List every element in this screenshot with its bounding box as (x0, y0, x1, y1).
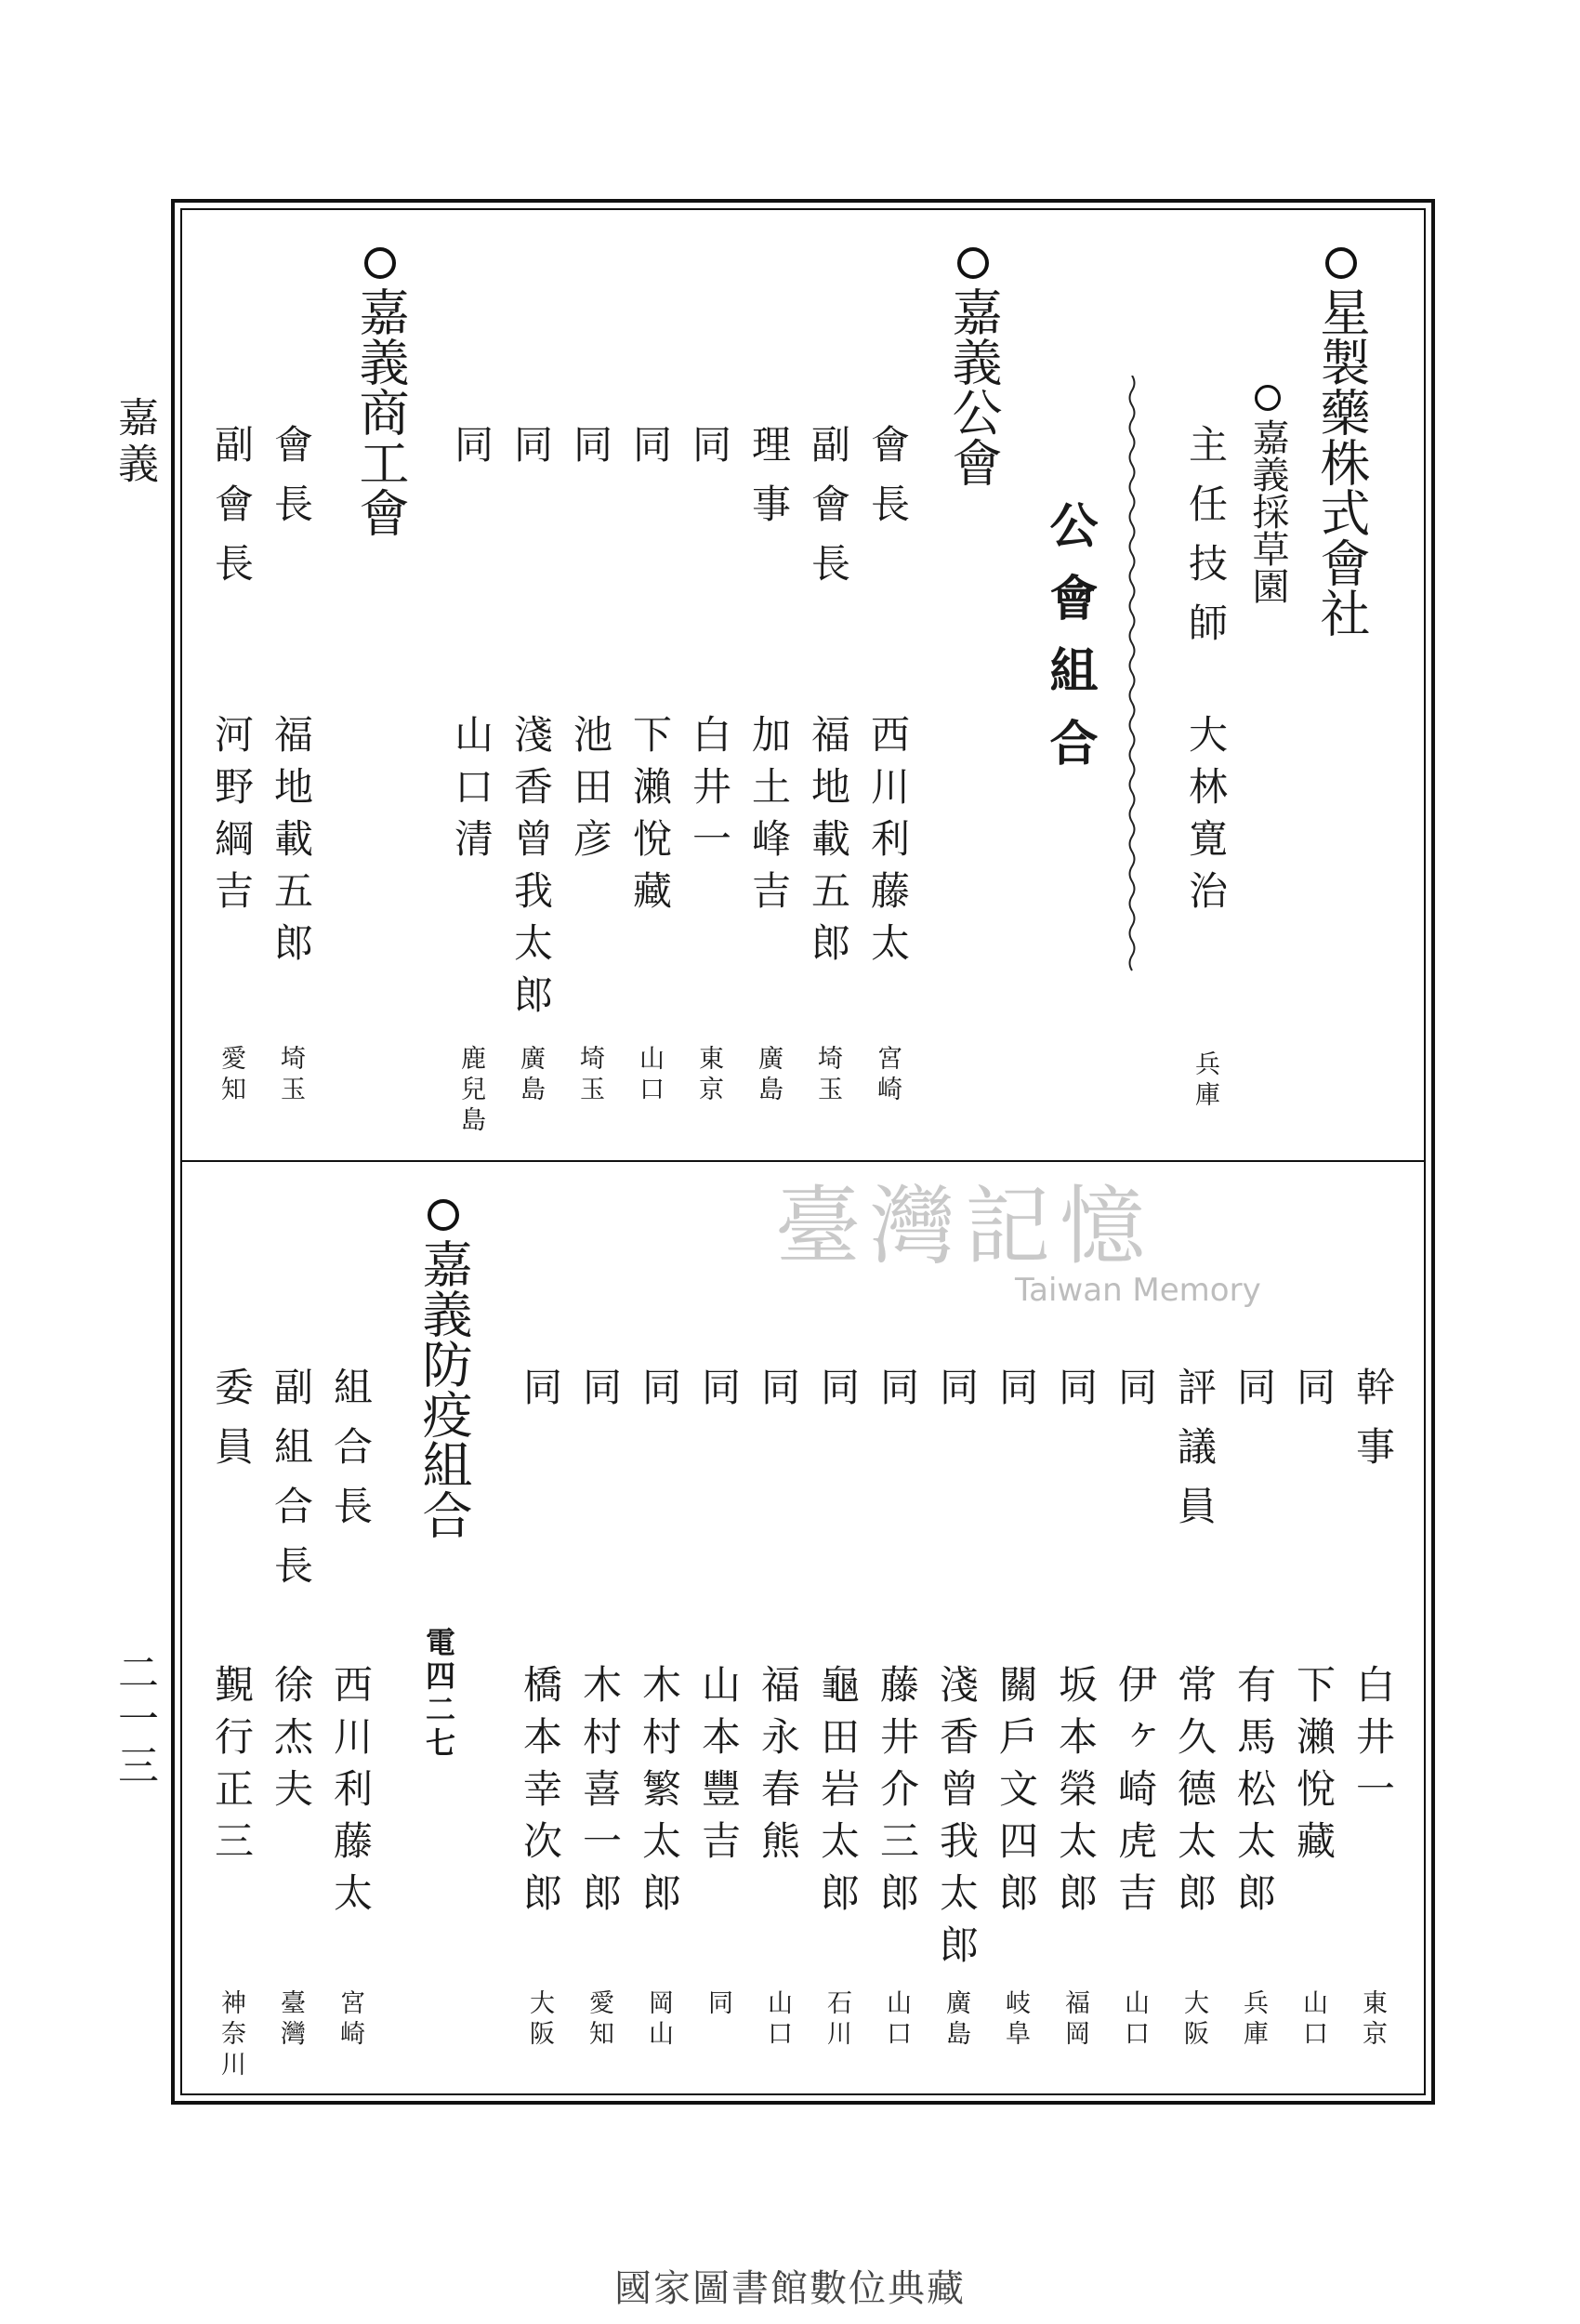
pref-cell: 山口 (1120, 1989, 1149, 2051)
role-cell: 同 (934, 1367, 980, 1426)
name-cell: 山口清 (449, 714, 494, 870)
name-cell: 西川利藤太 (328, 1664, 374, 1924)
role-cell: 同 (449, 424, 494, 483)
pref-cell: 山口 (635, 1045, 664, 1106)
role-cell: 同 (518, 1367, 563, 1426)
role-cell: 會長 (269, 424, 314, 543)
role-cell: 會長 (865, 424, 911, 543)
pref-cell: 宮崎 (873, 1045, 902, 1106)
running-title: 嘉義 (111, 396, 158, 489)
name-cell: 福地載五郎 (806, 714, 851, 974)
pref-cell: 同 (704, 1989, 732, 2020)
name-cell: 木村喜一郎 (577, 1664, 623, 1924)
role-cell: 同 (1291, 1367, 1336, 1426)
pref-cell: 廣島 (941, 1989, 970, 2051)
role-cell: 同 (637, 1367, 682, 1426)
name-cell: 加土峰吉 (746, 714, 792, 922)
name-cell: 山本豐吉 (696, 1664, 742, 1872)
name-cell: 龜田岩太郎 (815, 1664, 861, 1924)
wavy-divider (1126, 376, 1138, 980)
name-cell: 關戶文四郎 (994, 1664, 1039, 1924)
footer-credit: 國家圖書館數位典藏 (614, 2267, 966, 2310)
name-cell: 白井一 (1350, 1664, 1396, 1820)
name-cell: 河野綱吉 (209, 714, 255, 922)
name-cell: 下瀨悅藏 (627, 714, 673, 922)
hoshi-pref: 兵庫 (1191, 1050, 1219, 1112)
role-cell: 同 (756, 1367, 801, 1426)
pref-cell: 東京 (694, 1045, 723, 1106)
role-cell: 同 (627, 424, 673, 483)
name-cell: 木村繁太郎 (637, 1664, 682, 1924)
pref-cell: 埼玉 (575, 1045, 604, 1106)
pref-cell: 臺灣 (276, 1989, 305, 2051)
name-cell: 橋本幸次郎 (518, 1664, 563, 1924)
name-cell: 福永春熊 (756, 1664, 801, 1872)
role-cell: 副組合長 (269, 1367, 314, 1604)
pref-cell: 兵庫 (1239, 1989, 1268, 2051)
name-cell: 徐杰夫 (269, 1664, 314, 1820)
role-cell: 同 (815, 1367, 861, 1426)
name-cell: 淺香曾我太郎 (934, 1664, 980, 1976)
role-cell: 同 (577, 1367, 623, 1426)
role-cell: 同 (687, 424, 732, 483)
pref-cell: 廣島 (516, 1045, 545, 1106)
pref-cell: 鹿兒島 (456, 1045, 485, 1137)
circle-marker-icon (957, 247, 989, 279)
role-cell: 同 (508, 424, 554, 483)
hoshi-company-heading: 星製藥株式會社 (1316, 247, 1366, 638)
shokokai-heading: 嘉義商工會 (355, 247, 405, 537)
hoshi-name: 大林寛治 (1183, 714, 1229, 922)
watermark-logo-en: Taiwan Memory (1015, 1272, 1261, 1309)
name-cell: 覲行正三 (209, 1664, 255, 1872)
pref-cell: 埼玉 (813, 1045, 842, 1106)
circle-marker-icon (1325, 247, 1357, 279)
pref-cell: 東京 (1358, 1989, 1387, 2051)
name-cell: 淺香曾我太郎 (508, 714, 554, 1026)
role-cell: 同 (696, 1367, 742, 1426)
pref-cell: 岡山 (644, 1989, 673, 2051)
pref-cell: 大阪 (525, 1989, 554, 2051)
name-cell: 藤井介三郎 (875, 1664, 920, 1924)
role-cell: 同 (1231, 1367, 1277, 1426)
role-cell: 副會長 (209, 424, 255, 602)
pref-cell: 山口 (763, 1989, 792, 2051)
name-cell: 下瀨悅藏 (1291, 1664, 1336, 1872)
pref-cell: 愛知 (217, 1045, 245, 1106)
name-cell: 西川利藤太 (865, 714, 911, 974)
section-heading: 公會組合 (1041, 500, 1097, 790)
boeki-tel: 電四二七 (421, 1627, 456, 1761)
pref-cell: 神奈川 (217, 1989, 245, 2081)
role-cell: 委員 (209, 1367, 255, 1486)
pref-cell: 山口 (1298, 1989, 1327, 2051)
role-cell: 同 (994, 1367, 1039, 1426)
role-cell: 評議員 (1172, 1367, 1218, 1545)
pref-cell: 宮崎 (336, 1989, 364, 2051)
page-number: 二一三 (111, 1651, 158, 1790)
pref-cell: 埼玉 (276, 1045, 305, 1106)
circle-marker-icon (1255, 385, 1281, 411)
pref-cell: 石川 (823, 1989, 851, 2051)
pref-cell: 廣島 (754, 1045, 783, 1106)
pref-cell: 愛知 (585, 1989, 613, 2051)
name-cell: 池田彦 (568, 714, 613, 870)
pref-cell: 大阪 (1179, 1989, 1208, 2051)
pref-cell: 山口 (882, 1989, 911, 2051)
hoshi-branch-heading: 嘉義採草園 (1249, 385, 1286, 604)
role-cell: 同 (568, 424, 613, 483)
pref-cell: 福岡 (1060, 1989, 1089, 2051)
watermark-logo-cn: 臺灣記憶 (775, 1177, 1155, 1276)
circle-marker-icon (364, 247, 396, 279)
name-cell: 常久德太郎 (1172, 1664, 1218, 1924)
role-cell: 幹事 (1350, 1367, 1396, 1486)
name-cell: 有馬松太郎 (1231, 1664, 1277, 1924)
role-cell: 理事 (746, 424, 792, 543)
role-cell: 同 (1113, 1367, 1158, 1426)
name-cell: 白井一 (687, 714, 732, 870)
role-cell: 組合長 (328, 1367, 374, 1545)
role-cell: 副會長 (806, 424, 851, 602)
name-cell: 伊ヶ崎虎吉 (1113, 1664, 1158, 1924)
role-cell: 同 (875, 1367, 920, 1426)
boeki-heading: 嘉義防疫組合 (418, 1199, 468, 1539)
hoshi-role: 主任技師 (1183, 424, 1229, 662)
name-cell: 坂本榮太郎 (1053, 1664, 1099, 1924)
koukai-heading: 嘉義公會 (948, 247, 998, 487)
pref-cell: 岐阜 (1001, 1989, 1030, 2051)
circle-marker-icon (428, 1199, 459, 1231)
role-cell: 同 (1053, 1367, 1099, 1426)
name-cell: 福地載五郎 (269, 714, 314, 974)
